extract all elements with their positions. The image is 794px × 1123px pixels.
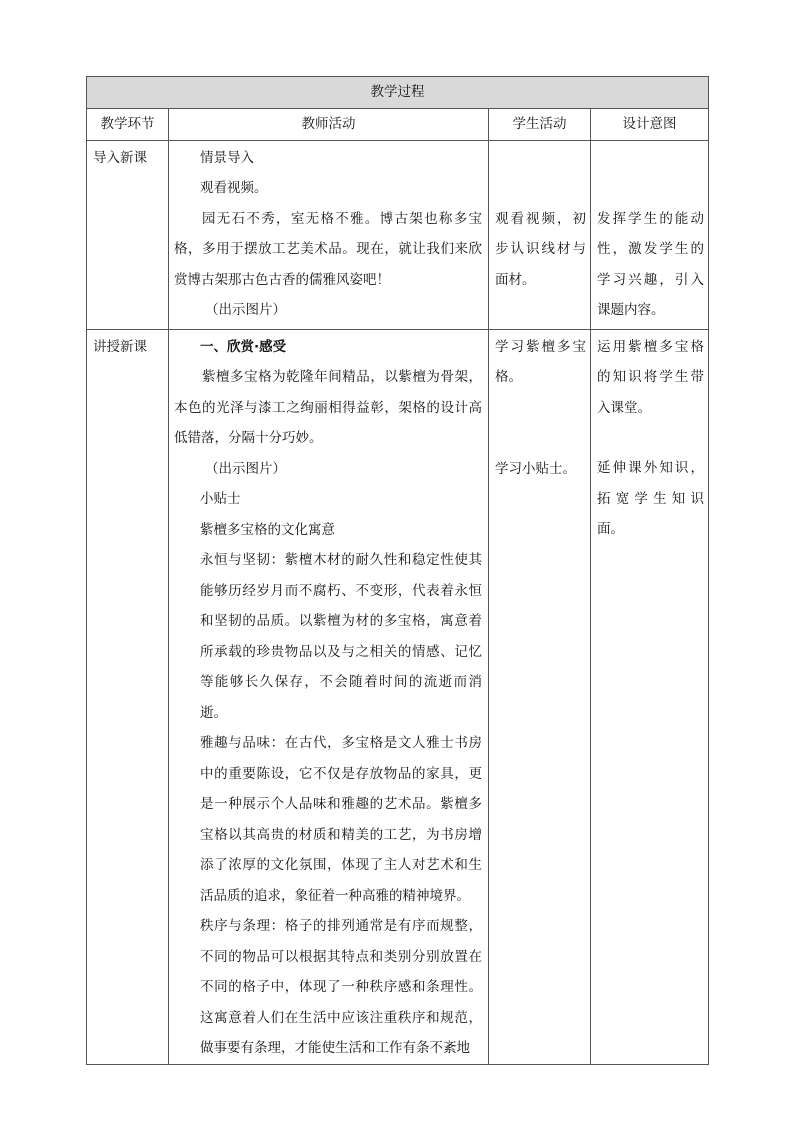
tip-paragraph: 永恒与坚韧：紫檀木材的耐久性和稳定性使其能够历经岁月而不腐朽、不变形，代表着永恒和坚韧的品质。以紫檀为材的多宝格，寓意着所承载的珍贵物品以及与之相关的情感、记忆等能够长久保存，不会随着时间的流逝而消逝。 bbox=[200, 552, 482, 721]
stage-cell: 讲授新课 bbox=[87, 329, 169, 1064]
teacher-text: 情景导入 bbox=[200, 149, 254, 166]
header-design-intent: 设计意图 bbox=[591, 108, 709, 140]
table-header-row bbox=[87, 108, 709, 140]
teacher-text: （出示图片） bbox=[205, 302, 286, 318]
student-activity-cell bbox=[489, 140, 591, 329]
student-activity-cell bbox=[489, 329, 591, 1064]
design-text: 运用紫檀多宝格的知识将学生带入课堂。 bbox=[597, 338, 704, 416]
table-title: 教学过程 bbox=[87, 77, 709, 109]
design-intent-cell bbox=[591, 329, 709, 1064]
table-row bbox=[87, 140, 709, 329]
tip-paragraph: 秩序与条理：格子的排列通常是有序而规整，不同的物品可以根据其特点和类别分别放置在不同的格子中，体现了一种秩序感和条理性。这寓意着人们在生活中应该注重秩序和规范，做事要有条理，才能使生活和工作有条不紊地 bbox=[200, 918, 482, 1056]
table-title-row bbox=[87, 77, 709, 109]
student-text: 学习小贴士。 bbox=[495, 460, 576, 477]
header-teacher-activity: 教师活动 bbox=[169, 108, 489, 140]
tip-subtitle: 紫檀多宝格的文化寓意 bbox=[200, 521, 335, 538]
student-text: 学习紫檀多宝格。 bbox=[495, 338, 586, 385]
lesson-process-table bbox=[86, 76, 709, 1065]
tip-title: 小贴士 bbox=[200, 491, 241, 507]
teacher-text: 园无石不秀，室无格不雅。博古架也称多宝格，多用于摆放工艺美术品。现在，就让我们来欣赏博古架那古色古香的儒雅风姿吧！ bbox=[174, 210, 482, 288]
design-text: 延伸课外知识，拓宽学生知识面。 bbox=[597, 460, 704, 537]
teacher-text: 观看视频。 bbox=[200, 180, 268, 196]
student-text: 观看视频，初步认识线材与面材。 bbox=[495, 210, 586, 288]
design-intent-cell bbox=[591, 140, 709, 329]
section-heading: 一、欣赏·感受 bbox=[200, 338, 287, 355]
teacher-text: 紫檀多宝格为乾隆年间精品，以紫檀为骨架，本色的光泽与漆工之绚丽相得益彰，架格的设计高低错落，分隔十分巧妙。 bbox=[174, 369, 482, 446]
teacher-activity-cell bbox=[169, 140, 489, 329]
header-stage: 教学环节 bbox=[87, 108, 169, 140]
table-row bbox=[87, 329, 709, 1064]
tip-paragraph: 雅趣与品味：在古代，多宝格是文人雅士书房中的重要陈设，它不仅是存放物品的家具，更是一种展示个人品味和雅趣的艺术品。紫檀多宝格以其高贵的材质和精美的工艺，为书房增添了浓厚的文化氛围，体现了主人对艺术和生活品质的追求，象征着一种高雅的精神境界。 bbox=[200, 735, 482, 904]
stage-cell: 导入新课 bbox=[87, 140, 169, 329]
header-student-activity: 学生活动 bbox=[489, 108, 591, 140]
design-text: 发挥学生的能动性，激发学生的学习兴趣，引入课题内容。 bbox=[597, 210, 704, 318]
teacher-activity-cell bbox=[169, 329, 489, 1064]
teacher-text: （出示图片） bbox=[205, 460, 286, 477]
